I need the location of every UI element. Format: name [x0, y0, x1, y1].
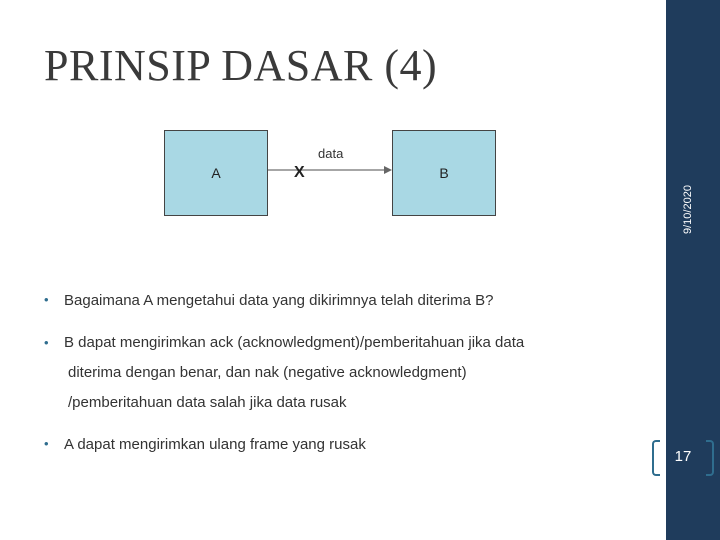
page-number-frame [648, 440, 718, 480]
left-bracket [652, 440, 660, 476]
slide-date: 9/10/2020 [682, 185, 694, 234]
node-a-label: A [211, 165, 221, 181]
bullet-list [44, 292, 634, 453]
bullet-text: A dapat mengirimkan ulang frame yang rusak [64, 436, 366, 453]
slide-title: PRINSIP DASAR (4) [44, 41, 438, 90]
bullet-item [44, 292, 634, 320]
node-b-label: B [439, 165, 449, 181]
bullet-text-continued: diterima dengan benar, dan nak (negative acknowledgment) [68, 364, 467, 381]
data-arrow [268, 128, 392, 220]
arrow-label: data [318, 146, 344, 161]
bullet-item [44, 436, 634, 453]
bullet-text: • B dapat mengirimkan ack (acknowledgment)/pemberitahuan jika data [64, 334, 525, 351]
bullet-text-continued: /pemberitahuan data salah jika data rusak [68, 394, 347, 411]
bullet-item [44, 328, 634, 418]
error-x-icon: X [294, 164, 305, 181]
right-bracket [706, 440, 714, 476]
bullet-text: Bagaimana A mengetahui data yang dikirimnya telah diterima B? [64, 292, 494, 309]
node-b-box [392, 130, 496, 216]
node-a-box [164, 130, 268, 216]
page-number: 17 [674, 448, 692, 465]
data-flow-diagram [164, 128, 496, 220]
